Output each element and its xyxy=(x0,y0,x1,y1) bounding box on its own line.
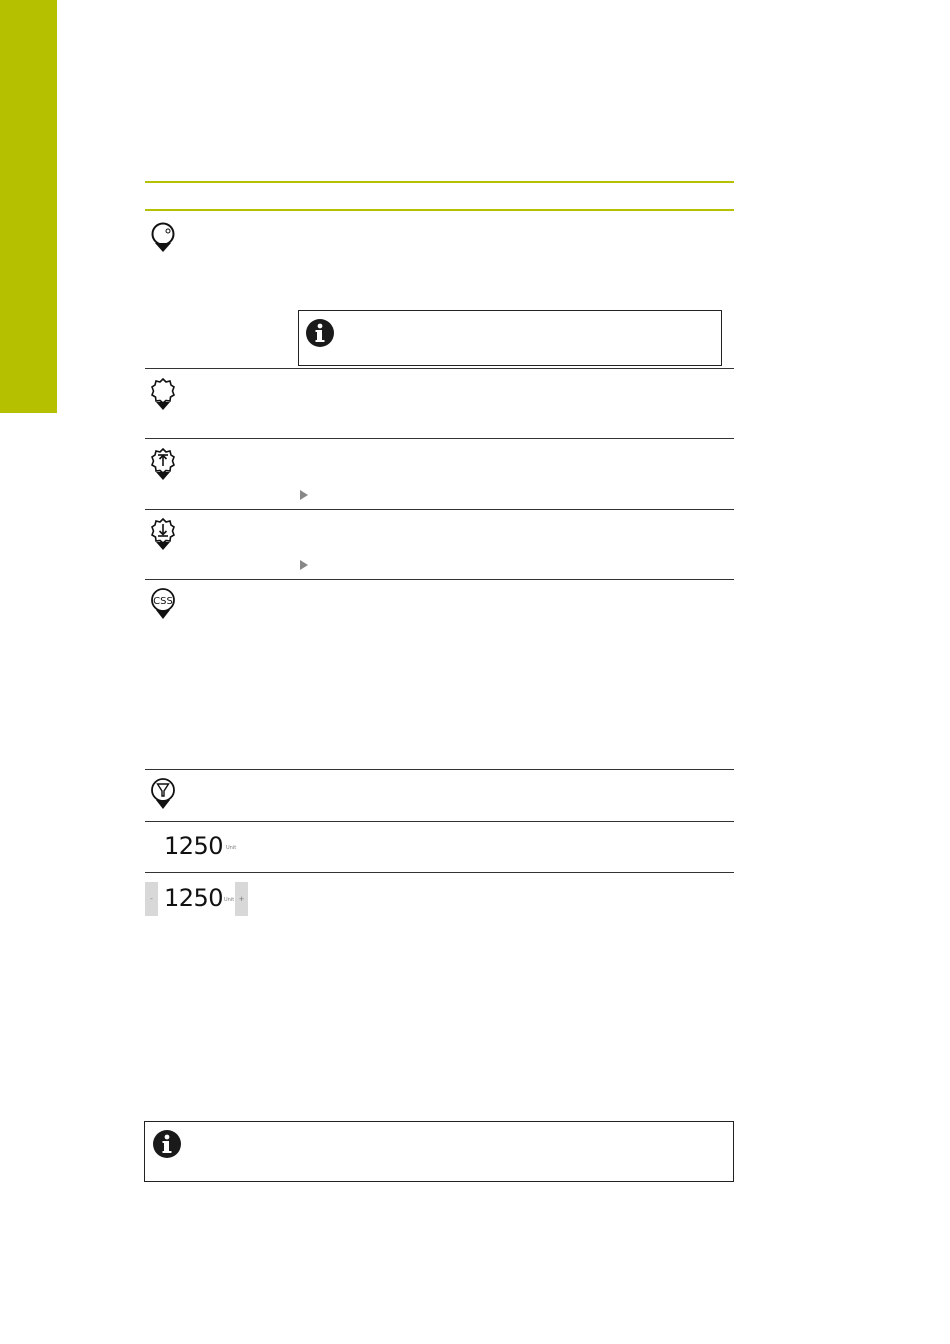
info-icon xyxy=(305,318,335,348)
row-divider-4 xyxy=(145,579,734,580)
measuring-point-edge-icon xyxy=(148,375,178,415)
info-note-box-1 xyxy=(298,310,722,366)
stepper-minus-button[interactable]: - xyxy=(145,882,158,916)
step-arrow-1 xyxy=(300,490,308,500)
css-icon xyxy=(148,585,178,625)
display-field-unit: Unit xyxy=(226,845,237,851)
display-field-value: 1250 xyxy=(164,832,224,860)
info-icon xyxy=(152,1129,182,1159)
row-divider-5 xyxy=(145,769,734,770)
row-divider-1 xyxy=(145,368,734,369)
table-header-bottom-rule xyxy=(145,209,734,211)
row-divider-3 xyxy=(145,509,734,510)
measuring-point-icon xyxy=(148,219,178,259)
step-arrow-2 xyxy=(300,560,308,570)
row-divider-2 xyxy=(145,438,734,439)
row-divider-6 xyxy=(145,821,734,822)
stepper-unit: Unit xyxy=(224,897,235,903)
stepper-plus-button[interactable]: + xyxy=(235,882,248,916)
info-note-box-2 xyxy=(144,1121,734,1182)
stepper-value[interactable]: 1250 xyxy=(164,884,224,912)
measuring-point-bottom-icon xyxy=(148,515,178,555)
filter-icon xyxy=(148,775,178,815)
measuring-point-top-icon xyxy=(148,445,178,485)
chapter-side-bar xyxy=(0,0,57,413)
table-header-top-rule xyxy=(145,181,734,183)
row-divider-7 xyxy=(145,872,734,873)
svg-text:CSS: CSS xyxy=(153,596,173,607)
